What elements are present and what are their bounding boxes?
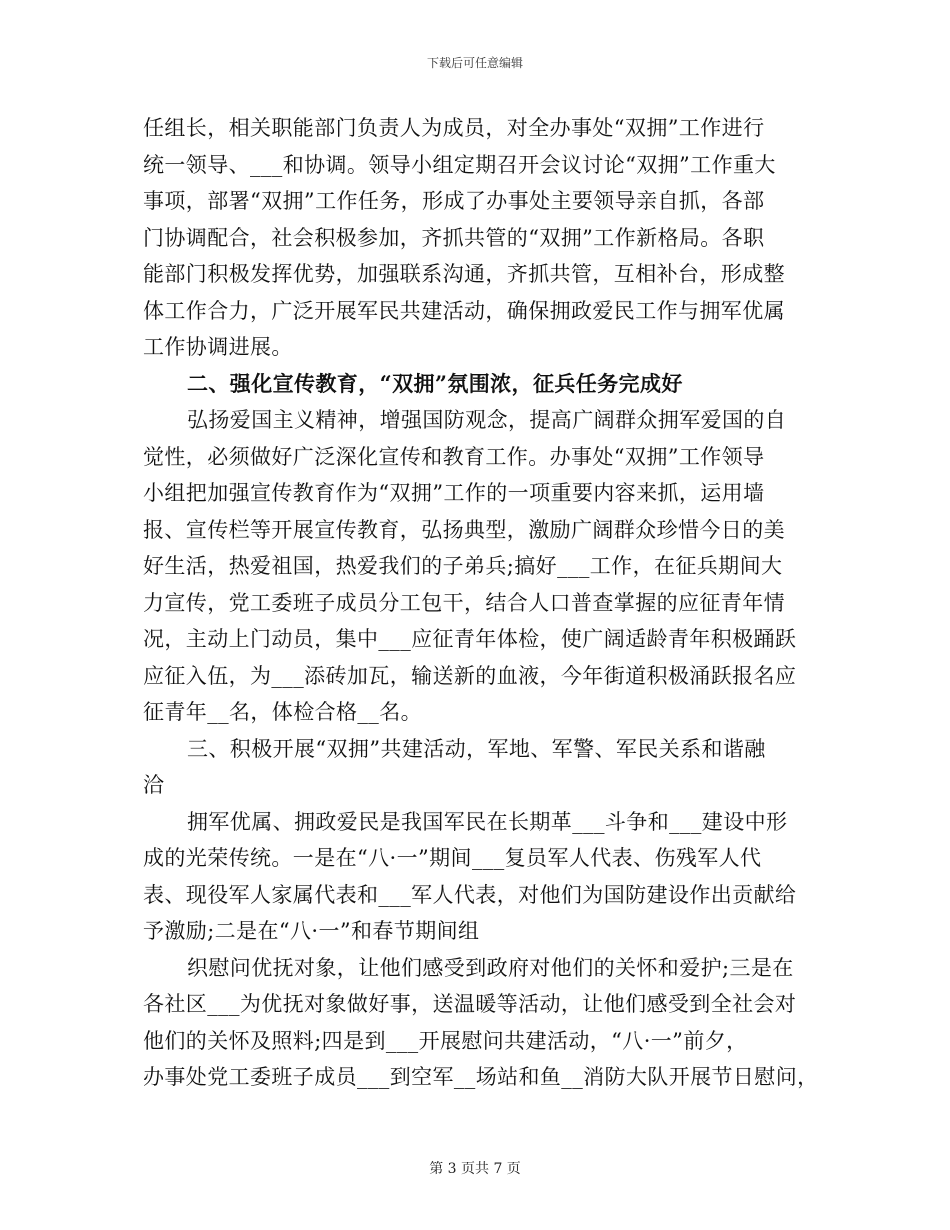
document-body [143, 110, 819, 1096]
page-header: 下载后可任意编辑 [426, 56, 523, 70]
text-line: 办事处党工委班子成员___到空军__场站和鱼__消防大队开展节日慰问， [143, 1065, 819, 1089]
text-line: 各社区___为优抚对象做好事，送温暖等活动，让他们感受到全社会对 [143, 992, 797, 1016]
text-line: 应征入伍，为___添砖加瓦，输送新的血液，今年街道积极涌跃报名应 [143, 663, 797, 688]
text-line: 工作协调进展。 [143, 335, 293, 359]
section-heading: 二、强化宣传教育，“双拥”氛围浓，征兵任务完成好 [187, 370, 683, 396]
text-line: 征青年__名，体检合格__名。 [143, 700, 422, 724]
text-line: 成的光荣传统。一是在“八·一”期间___复员军人代表、伤残军人代 [143, 846, 762, 870]
text-line: 事项，部署“双拥”工作任务，形成了办事处主要领导亲自抓，各部 [143, 189, 765, 213]
text-line: 弘扬爱国主义精神，增强国防观念，提高广阔群众拥军爱国的自 [187, 408, 787, 432]
text-line: 任组长，相关职能部门负责人为成员，对全办事处“双拥”工作进行 [143, 116, 765, 140]
text-line: 报、宣传栏等开展宣传教育，弘扬典型，激励广阔群众珍惜今日的美 [143, 517, 785, 542]
text-line: 小组把加强宣传教育作为“双拥”工作的一项重要内容来抓，运用墙 [143, 481, 765, 505]
text-line: 体工作合力，广泛开展军民共建活动，确保拥政爱民工作与拥军优属 [143, 298, 785, 323]
text-line: 洽 [143, 773, 165, 797]
text-line: 门协调配合，社会积极参加，齐抓共管的“双拥”工作新格局。各职 [143, 225, 765, 250]
text-line: 表、现役军人家属代表和___军人代表，对他们为国防建设作出贡献给 [143, 882, 797, 907]
text-line: 拥军优属、拥政爱民是我国军民在长期革___斗争和___建设中形 [187, 809, 788, 834]
text-line: 力宣传，党工委班子成员分工包干，结合人口普查掌握的应征青年情 [143, 590, 785, 615]
text-line: 三、积极开展“双拥”共建活动，军地、军警、军民关系和谐融 [187, 736, 766, 761]
text-line: 他们的关怀及照料;四是到___开展慰问共建活动，“八·一”前夕， [143, 1028, 748, 1053]
text-line: 好生活，热爱祖国，热爱我们的子弟兵;搞好___工作，在征兵期间大 [143, 554, 783, 578]
text-line: 况，主动上门动员，集中___应征青年体检，使广阔适龄青年积极踊跃 [143, 627, 797, 651]
text-line: 统一领导、___和协调。领导小组定期召开会议讨论“双拥”工作重大 [143, 152, 776, 177]
text-line: 予激励;二是在“八·一”和春节期间组 [143, 919, 480, 943]
page-number: 第 3 页共 7 页 [429, 1161, 521, 1177]
text-line: 能部门积极发挥优势，加强联系沟通，齐抓共管，互相补台，形成整 [143, 262, 785, 286]
text-line: 觉性，必须做好广泛深化宣传和教育工作。办事处“双拥”工作领导 [143, 444, 765, 469]
text-line: 织慰问优抚对象，让他们感受到政府对他们的关怀和爱护;三是在 [187, 955, 794, 980]
